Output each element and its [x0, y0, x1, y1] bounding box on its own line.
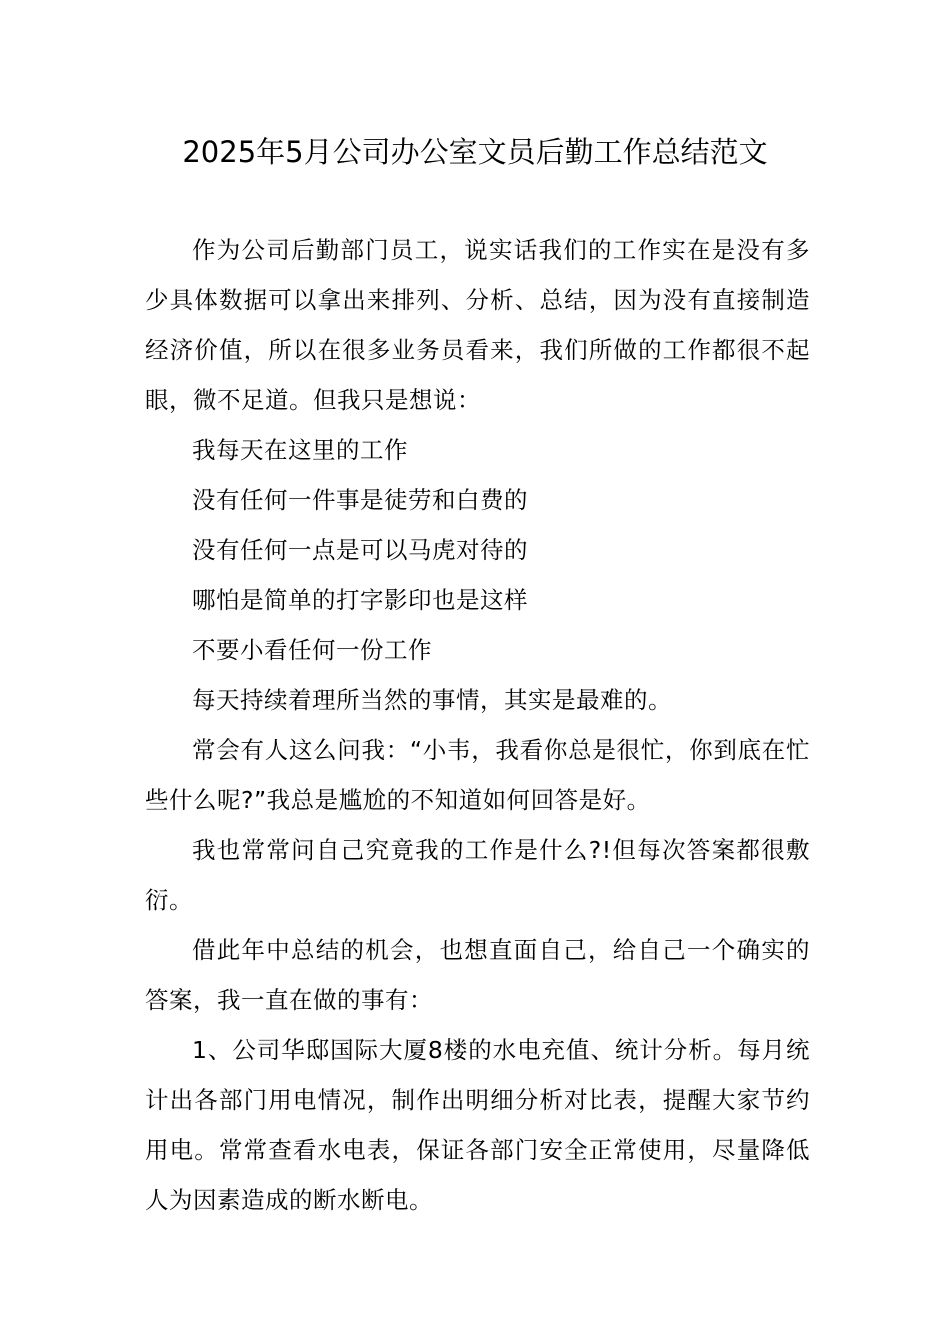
paragraph-verse-2: 没有任何一件事是徒劳和白费的	[192, 486, 528, 514]
paragraph-intro: 作为公司后勤部门员工，说实话我们的工作实在是没有多少具体数据可以拿出来排列、分析、总结，因为没有直接制造经济价值，所以在很多业务员看来，我们所做的工作都很不起眼，微不足道。但我只是想说：	[145, 236, 810, 414]
paragraph-verse-3: 没有任何一点是可以马虎对待的	[192, 536, 528, 564]
paragraph-verse-5: 不要小看任何一份工作	[192, 636, 432, 664]
document-title: 2025年5月公司办公室文员后勤工作总结范文	[182, 135, 768, 169]
document-body	[145, 225, 810, 1225]
paragraph-item-1: 1、公司华邸国际大厦8楼的水电充值、统计分析。每月统计出各部门用电情况，制作出明细分析对比表，提醒大家节约用电。常常查看水电表，保证各部门安全正常使用，尽量降低人为因素造成的断水断电。	[145, 1036, 810, 1214]
paragraph-verse-6: 每天持续着理所当然的事情，其实是最难的。	[192, 686, 672, 714]
paragraph-verse-1: 我每天在这里的工作	[192, 436, 408, 464]
paragraph-question: 常会有人这么问我：“小韦，我看你总是很忙，你到底在忙些什么呢?”我总是尴尬的不知道如何回答是好。	[145, 736, 810, 814]
paragraph-self-question: 我也常常问自己究竟我的工作是什么?!但每次答案都很敷衍。	[145, 836, 810, 914]
paragraph-summary-intro: 借此年中总结的机会，也想直面自己，给自己一个确实的答案，我一直在做的事有：	[145, 936, 810, 1014]
paragraph-verse-4: 哪怕是简单的打字影印也是这样	[192, 586, 528, 614]
